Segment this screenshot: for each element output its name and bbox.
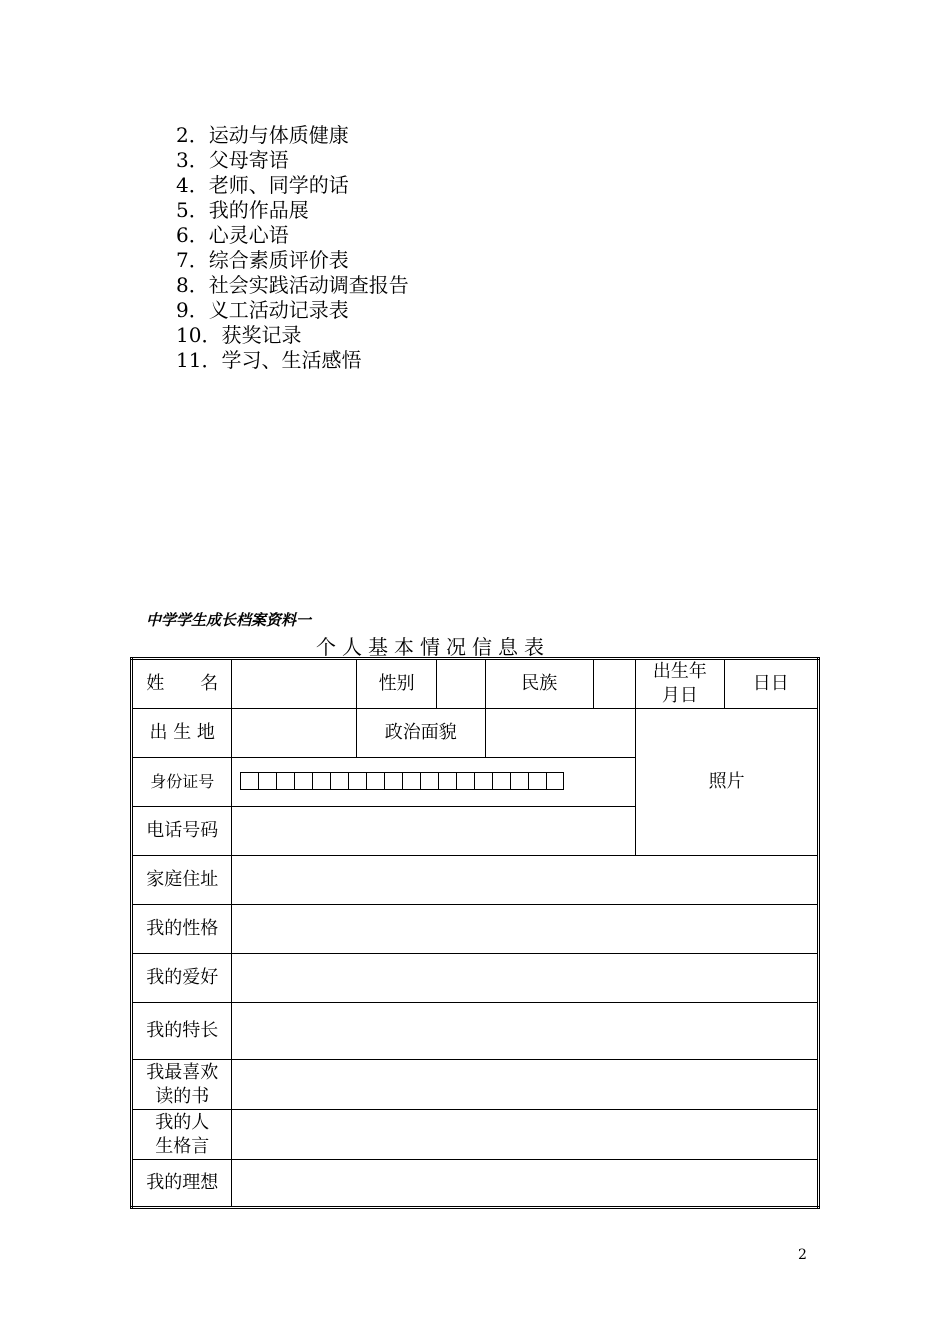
- political-field[interactable]: [485, 709, 636, 758]
- page-number: 2: [798, 1247, 807, 1263]
- motto-label-line2: 生格言: [155, 1135, 210, 1157]
- toc-item: 9．义工活动记录表: [176, 298, 349, 322]
- id-number-label: 身份证号: [132, 758, 232, 807]
- id-digit-box[interactable]: [312, 772, 330, 790]
- id-digit-box[interactable]: [402, 772, 420, 790]
- id-digit-box[interactable]: [510, 772, 528, 790]
- toc-item: 11．学习、生活感悟: [176, 348, 362, 372]
- toc-item: 5．我的作品展: [176, 198, 309, 222]
- birth-date-field[interactable]: 日日: [724, 659, 818, 709]
- id-digit-box[interactable]: [294, 772, 312, 790]
- toc-item: 8．社会实践活动调查报告: [176, 273, 409, 297]
- section-subtitle: 中学学生成长档案资料一: [146, 611, 312, 629]
- specialty-label: 我的特长: [132, 1003, 232, 1060]
- hobby-field[interactable]: [232, 954, 819, 1003]
- favorite-book-field[interactable]: [232, 1060, 819, 1110]
- id-digit-box[interactable]: [276, 772, 294, 790]
- id-digit-box[interactable]: [438, 772, 456, 790]
- ethnicity-field[interactable]: [593, 659, 635, 709]
- id-digit-box[interactable]: [528, 772, 546, 790]
- table-title: 个人基本情况信息表: [316, 635, 550, 659]
- address-label: 家庭住址: [132, 856, 232, 905]
- id-digit-box[interactable]: [366, 772, 384, 790]
- id-digit-box[interactable]: [384, 772, 402, 790]
- personal-info-table: [130, 657, 820, 1209]
- id-number-boxes[interactable]: [240, 772, 635, 792]
- name-field[interactable]: [232, 659, 357, 709]
- phone-label: 电话号码: [132, 807, 232, 856]
- ethnicity-label: 民族: [485, 659, 593, 709]
- birth-date-label-line1: 出生年: [652, 661, 707, 682]
- table-of-contents: [176, 123, 409, 373]
- personality-field[interactable]: [232, 905, 819, 954]
- id-digit-box[interactable]: [348, 772, 366, 790]
- id-digit-box[interactable]: [456, 772, 474, 790]
- toc-item: 3．父母寄语: [176, 148, 289, 172]
- id-digit-box[interactable]: [474, 772, 492, 790]
- id-digit-box[interactable]: [546, 772, 564, 790]
- motto-label: [132, 1110, 232, 1160]
- birth-date-label: [636, 659, 724, 709]
- personality-label: 我的性格: [132, 905, 232, 954]
- id-digit-box[interactable]: [492, 772, 510, 790]
- id-digit-box[interactable]: [330, 772, 348, 790]
- address-field[interactable]: [232, 856, 819, 905]
- birthplace-label: 出 生 地: [132, 709, 232, 758]
- political-label: 政治面貌: [356, 709, 485, 758]
- id-number-field[interactable]: [232, 758, 636, 807]
- toc-item: 4．老师、同学的话: [176, 173, 349, 197]
- hobby-label: 我的爱好: [132, 954, 232, 1003]
- name-label: 姓 名: [132, 659, 232, 709]
- motto-label-line1: 我的人: [155, 1111, 210, 1133]
- id-digit-box[interactable]: [420, 772, 438, 790]
- ideal-label: 我的理想: [132, 1160, 232, 1208]
- toc-item: 2．运动与体质健康: [176, 123, 349, 147]
- specialty-field[interactable]: [232, 1003, 819, 1060]
- birth-date-label-line2: 月日: [661, 685, 698, 706]
- toc-item: 10．获奖记录: [176, 323, 302, 347]
- birthplace-field[interactable]: [232, 709, 357, 758]
- toc-item: 6．心灵心语: [176, 223, 289, 247]
- id-digit-box[interactable]: [240, 772, 258, 790]
- toc-item: 7．综合素质评价表: [176, 248, 349, 272]
- ideal-field[interactable]: [232, 1160, 819, 1208]
- gender-field[interactable]: [437, 659, 485, 709]
- photo-area: 照片: [636, 709, 819, 856]
- favorite-book-label-line1: 我最喜欢: [146, 1061, 219, 1083]
- phone-field[interactable]: [232, 807, 636, 856]
- motto-field[interactable]: [232, 1110, 819, 1160]
- favorite-book-label: [132, 1060, 232, 1110]
- id-digit-box[interactable]: [258, 772, 276, 790]
- favorite-book-label-line2: 读的书: [155, 1085, 210, 1107]
- gender-label: 性别: [356, 659, 436, 709]
